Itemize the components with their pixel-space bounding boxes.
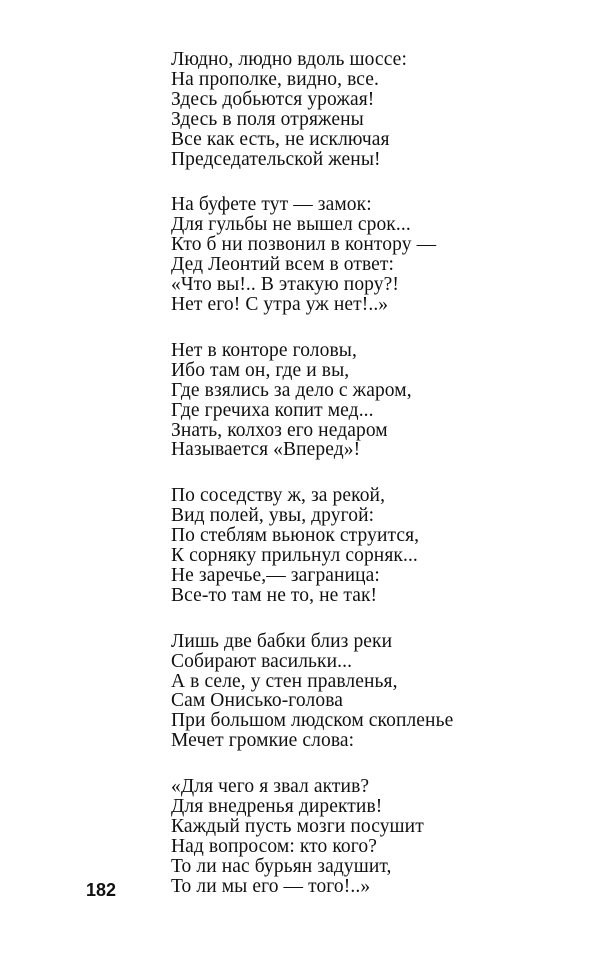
poem-line: Собирают васильки...	[171, 650, 353, 672]
poem-line: «Для чего я звал актив?	[171, 776, 370, 798]
poem-line: Нет в конторе головы,	[171, 339, 357, 361]
poem-line: То ли нас бурьян задушит,	[171, 855, 392, 877]
poem-line: Не заречье,— заграница:	[171, 564, 380, 586]
poem-line: На прополке, видно, все.	[171, 68, 380, 90]
poem-line: Все-то там не то, не так!	[171, 584, 378, 606]
poem-line: Где взялись за дело с жаром,	[171, 379, 412, 401]
poem-line: Лишь две бабки близ реки	[171, 630, 393, 652]
poem-line: Здесь в поля отряжены	[171, 108, 364, 130]
poem-line: Каждый пусть мозги посушит	[171, 816, 424, 837]
poem-line: То ли мы его — того!..»	[171, 875, 371, 897]
poem-line: По стеблям вьюнок струится,	[171, 525, 420, 547]
poem-line: Над вопросом: кто кого?	[171, 835, 378, 857]
poem-line: При большом людском скопленье	[171, 710, 454, 732]
poem-line: Вид полей, увы, другой:	[171, 505, 375, 527]
poem-line: А в селе, у стен правленья,	[171, 670, 398, 692]
poem-line: По соседству ж, за рекой,	[171, 485, 386, 507]
poem-line: Где гречиха копит мед...	[171, 399, 374, 421]
poem	[171, 50, 571, 923]
page-number: 182	[86, 880, 117, 900]
stanza-2	[171, 195, 571, 314]
poem-line: Дед Леонтий всем в ответ:	[171, 254, 395, 276]
poem-line: Для внедренья директив!	[171, 796, 383, 818]
poem-line: Кто б ни позвонил в контору —	[171, 234, 437, 256]
stanza-1	[171, 50, 571, 169]
stanza-4	[171, 486, 571, 605]
stanza-6	[171, 777, 571, 896]
poem-line: Ибо там он, где и вы,	[171, 359, 350, 381]
poem-line: Мечет громкие слова:	[171, 730, 355, 752]
poem-line: Сам Онисько-голова	[171, 690, 343, 712]
poem-line: Все как есть, не исключая	[171, 128, 390, 150]
poem-line: Называется «Вперед»!	[171, 439, 361, 461]
poem-line: На буфете тут — замок:	[171, 194, 372, 216]
poem-line: Для гульбы не вышел срок...	[171, 214, 411, 236]
poem-line: «Что вы!.. В этакую пору?!	[171, 274, 399, 296]
stanza-3	[171, 341, 571, 460]
poem-line: Людно, людно вдоль шоссе:	[171, 49, 407, 70]
poem-line: Нет его! С утра уж нет!..»	[171, 293, 389, 315]
stanza-5	[171, 632, 571, 751]
poem-line: Здесь добьются урожая!	[171, 88, 375, 110]
poem-line: Председательской жены!	[171, 148, 381, 170]
poem-line: Знать, колхоз его недаром	[171, 419, 388, 441]
poem-line: К сорняку прильнул сорняк...	[171, 545, 418, 567]
